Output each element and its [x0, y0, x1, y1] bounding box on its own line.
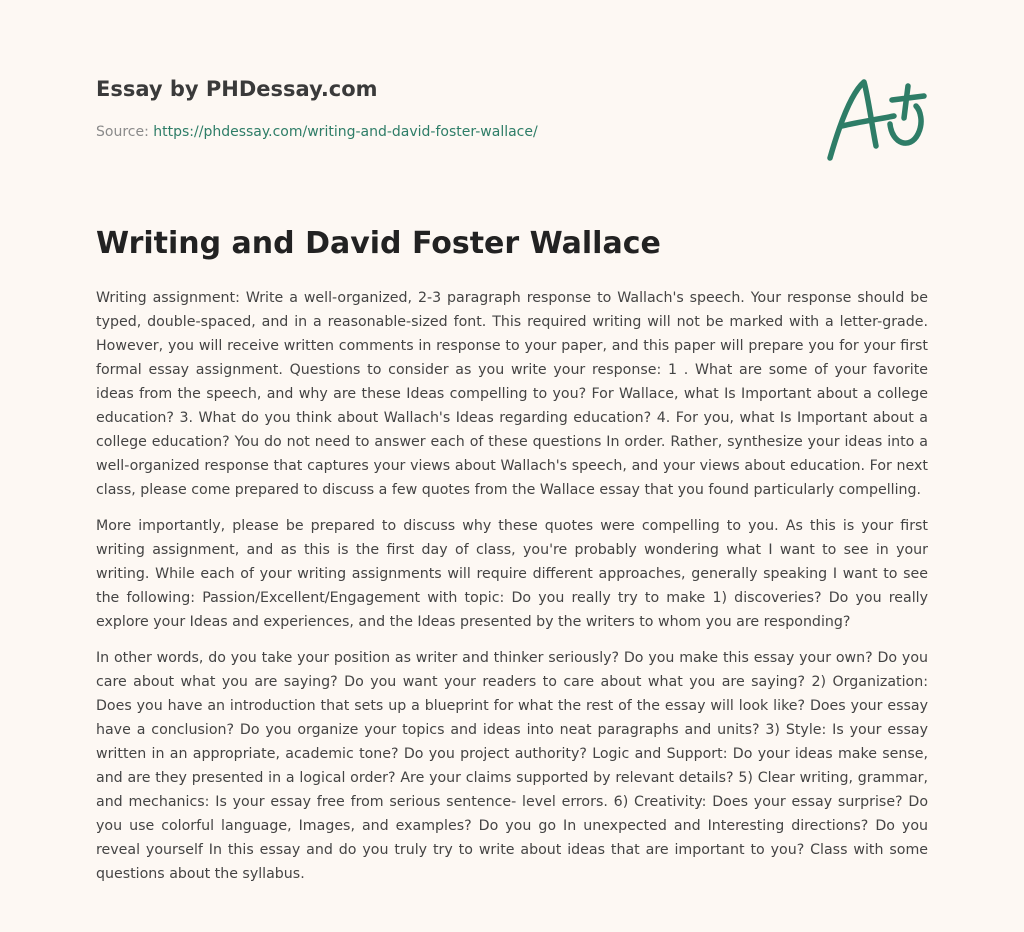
a-plus-logo-icon: [824, 68, 928, 164]
source-link[interactable]: https://phdessay.com/writing-and-david-foster-wallace/: [153, 124, 538, 140]
essay-paragraph-2: More importantly, please be prepared to discuss why these quotes were compelling to you. As this is your first writing assignment, and as this is the first day of class, you're probably wondering what I want to see in your writing. While each of your writing assignments will require different approaches, generally speaking I want to see the following: Passion/Excellent/Engagement with topic: Do you really try to make 1) discoveries? Do you really explore your Ideas and experiences, and the Ideas presented by the writers to whom you are responding?: [96, 518, 928, 630]
source-line: [96, 124, 538, 140]
brand-title: Essay by PHDessay.com: [96, 77, 378, 101]
source-label: Source:: [96, 124, 154, 140]
page-title: Writing and David Foster Wallace: [96, 226, 661, 261]
essay-paragraph-1: Writing assignment: Write a well-organized, 2-3 paragraph response to Wallach's speech. Your response should be typed, double-spaced, and in a reasonable-sized font. This required writing will not be marked with a letter-grade. However, you will receive written comments in response to your paper, and this paper will prepare you for your first formal essay assignment. Questions to consider as you write your response: 1 . What are some of your favorite ideas from the speech, and why are these Ideas compelling to you? For Wallace, what Is Important about a college education? 3. What do you think about Wallach's Ideas regarding education? 4. For you, what Is Important about a college education? You do not need to answer each of these questions In order. Rather, synthesize your ideas into a well-organized response that captures your views about Wallach's speech, and your views about education. For next class, please come prepared to discuss a few quotes from the Wallace essay that you found particularly compelling.: [96, 290, 928, 498]
essay-paragraph-3: In other words, do you take your position as writer and thinker seriously? Do you make this essay your own? Do you care about what you are saying? Do you want your readers to care about what you are saying? 2) Organization: Does you have an introduction that sets up a blueprint for what the rest of the essay will look like? Does your essay have a conclusion? Do you organize your topics and ideas into neat paragraphs and units? 3) Style: Is your essay written in an appropriate, academic tone? Do you project authority? Logic and Support: Do your ideas make sense, and are they presented in a logical order? Are your claims supported by relevant details? 5) Clear writing, grammar, and mechanics: Is your essay free from serious sentence- level errors. 6) Creativity: Does your essay surprise? Do you use colorful language, Images, and examples? Do you go In unexpected and Interesting directions? Do you reveal yourself In this essay and do you truly try to write about ideas that are important to you? Class with some questions about the syllabus.: [96, 650, 928, 882]
essay-body: [96, 286, 928, 898]
